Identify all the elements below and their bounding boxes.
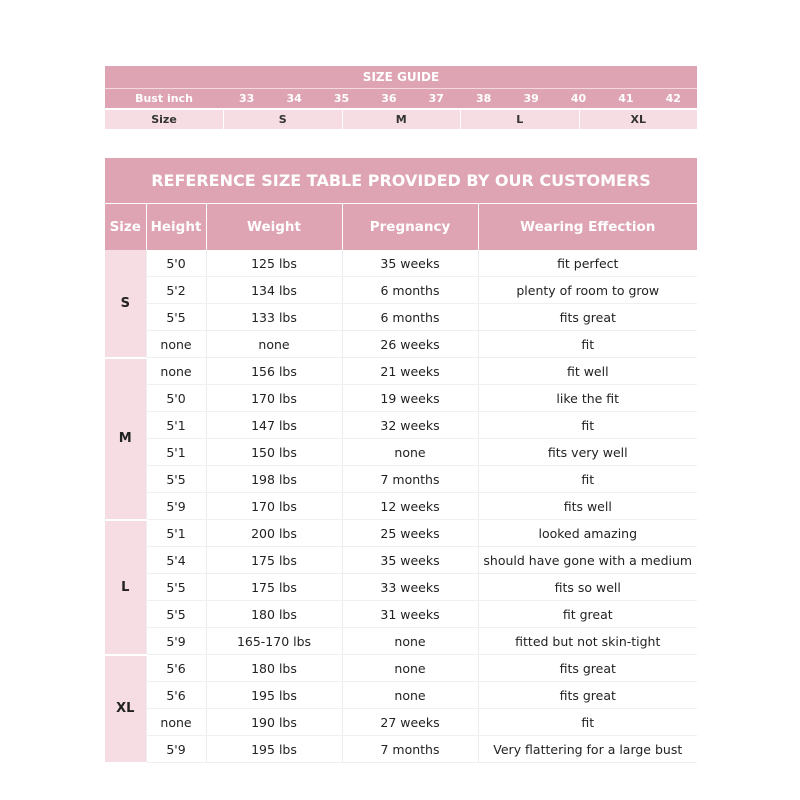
pregnancy-cell: 25 weeks (342, 520, 478, 547)
weight-cell: 165-170 lbs (206, 628, 342, 655)
height-cell: 5'9 (146, 628, 206, 655)
pregnancy-cell: 7 months (342, 736, 478, 763)
table-row (105, 736, 697, 763)
weight-cell: 180 lbs (206, 601, 342, 628)
height-cell: 5'5 (146, 574, 206, 601)
wearing-effection-cell: fits well (478, 493, 697, 520)
pregnancy-cell: 27 weeks (342, 709, 478, 736)
height-cell: none (146, 709, 206, 736)
wearing-effection-cell: fit (478, 412, 697, 439)
weight-cell: 175 lbs (206, 547, 342, 574)
header-row (105, 204, 697, 251)
pregnancy-cell: 6 months (342, 304, 478, 331)
bust-row (105, 88, 697, 108)
height-cell: 5'5 (146, 466, 206, 493)
pregnancy-cell: 35 weeks (342, 250, 478, 277)
height-cell: 5'1 (146, 412, 206, 439)
table-row (105, 277, 697, 304)
table-row (105, 439, 697, 466)
bust-value: 33 (239, 92, 255, 105)
wearing-effection-cell: fit perfect (478, 250, 697, 277)
size-guide (105, 66, 697, 129)
table-row (105, 520, 697, 547)
pregnancy-cell: 7 months (342, 466, 478, 493)
pregnancy-cell: 33 weeks (342, 574, 478, 601)
bust-value: 40 (570, 92, 587, 105)
wearing-effection-cell: fit well (478, 358, 697, 385)
table-row (105, 331, 697, 358)
height-cell: 5'9 (146, 493, 206, 520)
weight-cell: 156 lbs (206, 358, 342, 385)
header-pregnancy: Pregnancy (342, 204, 478, 251)
wearing-effection-cell: fits very well (478, 439, 697, 466)
bust-value: 37 (428, 92, 444, 105)
height-cell: 5'9 (146, 736, 206, 763)
bust-value: 36 (381, 92, 397, 105)
table-row (105, 547, 697, 574)
size-guide-title: SIZE GUIDE (105, 66, 697, 88)
wearing-effection-cell: fits so well (478, 574, 697, 601)
weight-cell: 200 lbs (206, 520, 342, 547)
bust-value: 34 (286, 92, 302, 105)
weight-cell: 198 lbs (206, 466, 342, 493)
height-cell: 5'6 (146, 655, 206, 682)
reference-size-table (105, 158, 697, 764)
pregnancy-cell: 26 weeks (342, 331, 478, 358)
table-row (105, 574, 697, 601)
bust-value: 41 (618, 92, 634, 105)
weight-cell: 195 lbs (206, 736, 342, 763)
table-body (105, 250, 697, 763)
size-value: L (460, 110, 579, 129)
wearing-effection-cell: like the fit (478, 385, 697, 412)
bust-value: 39 (523, 92, 539, 105)
wearing-effection-cell: Very flattering for a large bust (478, 736, 697, 763)
header-size: Size (105, 204, 146, 251)
weight-cell: 147 lbs (206, 412, 342, 439)
height-cell: none (146, 331, 206, 358)
wearing-effection-cell: plenty of room to grow (478, 277, 697, 304)
height-cell: 5'4 (146, 547, 206, 574)
size-group-cell: S (105, 250, 146, 358)
weight-cell: 190 lbs (206, 709, 342, 736)
table-row (105, 709, 697, 736)
table-row (105, 655, 697, 682)
weight-cell: 195 lbs (206, 682, 342, 709)
size-value: M (342, 110, 461, 129)
bust-value: 35 (333, 92, 350, 105)
height-cell: 5'1 (146, 439, 206, 466)
pregnancy-cell: 19 weeks (342, 385, 478, 412)
weight-cell: 175 lbs (206, 574, 342, 601)
pregnancy-cell: 12 weeks (342, 493, 478, 520)
weight-cell: none (206, 331, 342, 358)
pregnancy-cell: none (342, 682, 478, 709)
height-cell: 5'0 (146, 250, 206, 277)
table-row (105, 601, 697, 628)
table-row (105, 412, 697, 439)
wearing-effection-cell: fits great (478, 304, 697, 331)
size-group-cell: M (105, 358, 146, 520)
weight-cell: 150 lbs (206, 439, 342, 466)
table-row (105, 250, 697, 277)
table-row (105, 358, 697, 385)
header-height: Height (146, 204, 206, 251)
wearing-effection-cell: fitted but not skin-tight (478, 628, 697, 655)
weight-cell: 133 lbs (206, 304, 342, 331)
height-cell: 5'6 (146, 682, 206, 709)
pregnancy-cell: 32 weeks (342, 412, 478, 439)
reference-table-title: REFERENCE SIZE TABLE PROVIDED BY OUR CUSTOMERS (105, 158, 697, 204)
weight-cell: 134 lbs (206, 277, 342, 304)
bust-value: 38 (476, 92, 492, 105)
height-cell: 5'1 (146, 520, 206, 547)
table-row (105, 628, 697, 655)
pregnancy-cell: 21 weeks (342, 358, 478, 385)
pregnancy-cell: none (342, 655, 478, 682)
header-wearing-effection: Wearing Effection (478, 204, 697, 251)
wearing-effection-cell: looked amazing (478, 520, 697, 547)
size-group-cell: XL (105, 655, 146, 763)
pregnancy-cell: 6 months (342, 277, 478, 304)
weight-cell: 125 lbs (206, 250, 342, 277)
height-cell: 5'5 (146, 304, 206, 331)
wearing-effection-cell: fit (478, 466, 697, 493)
height-cell: 5'0 (146, 385, 206, 412)
table-row (105, 493, 697, 520)
table-row (105, 304, 697, 331)
size-row (105, 108, 697, 129)
header-weight: Weight (206, 204, 342, 251)
wearing-effection-cell: fits great (478, 655, 697, 682)
wearing-effection-cell: fits great (478, 682, 697, 709)
table-row (105, 385, 697, 412)
pregnancy-cell: none (342, 628, 478, 655)
bust-label: Bust inch (135, 92, 193, 105)
table-row (105, 466, 697, 493)
height-cell: 5'2 (146, 277, 206, 304)
size-value: S (223, 110, 342, 129)
size-group-cell: L (105, 520, 146, 655)
table-row (105, 682, 697, 709)
height-cell: 5'5 (146, 601, 206, 628)
wearing-effection-cell: fit (478, 331, 697, 358)
size-value: XL (579, 110, 698, 129)
weight-cell: 170 lbs (206, 385, 342, 412)
height-cell: none (146, 358, 206, 385)
weight-cell: 180 lbs (206, 655, 342, 682)
wearing-effection-cell: fit (478, 709, 697, 736)
bust-value: 42 (665, 92, 681, 105)
pregnancy-cell: 31 weeks (342, 601, 478, 628)
wearing-effection-cell: should have gone with a medium (478, 547, 697, 574)
pregnancy-cell: none (342, 439, 478, 466)
wearing-effection-cell: fit great (478, 601, 697, 628)
size-label: Size (151, 113, 177, 126)
weight-cell: 170 lbs (206, 493, 342, 520)
pregnancy-cell: 35 weeks (342, 547, 478, 574)
